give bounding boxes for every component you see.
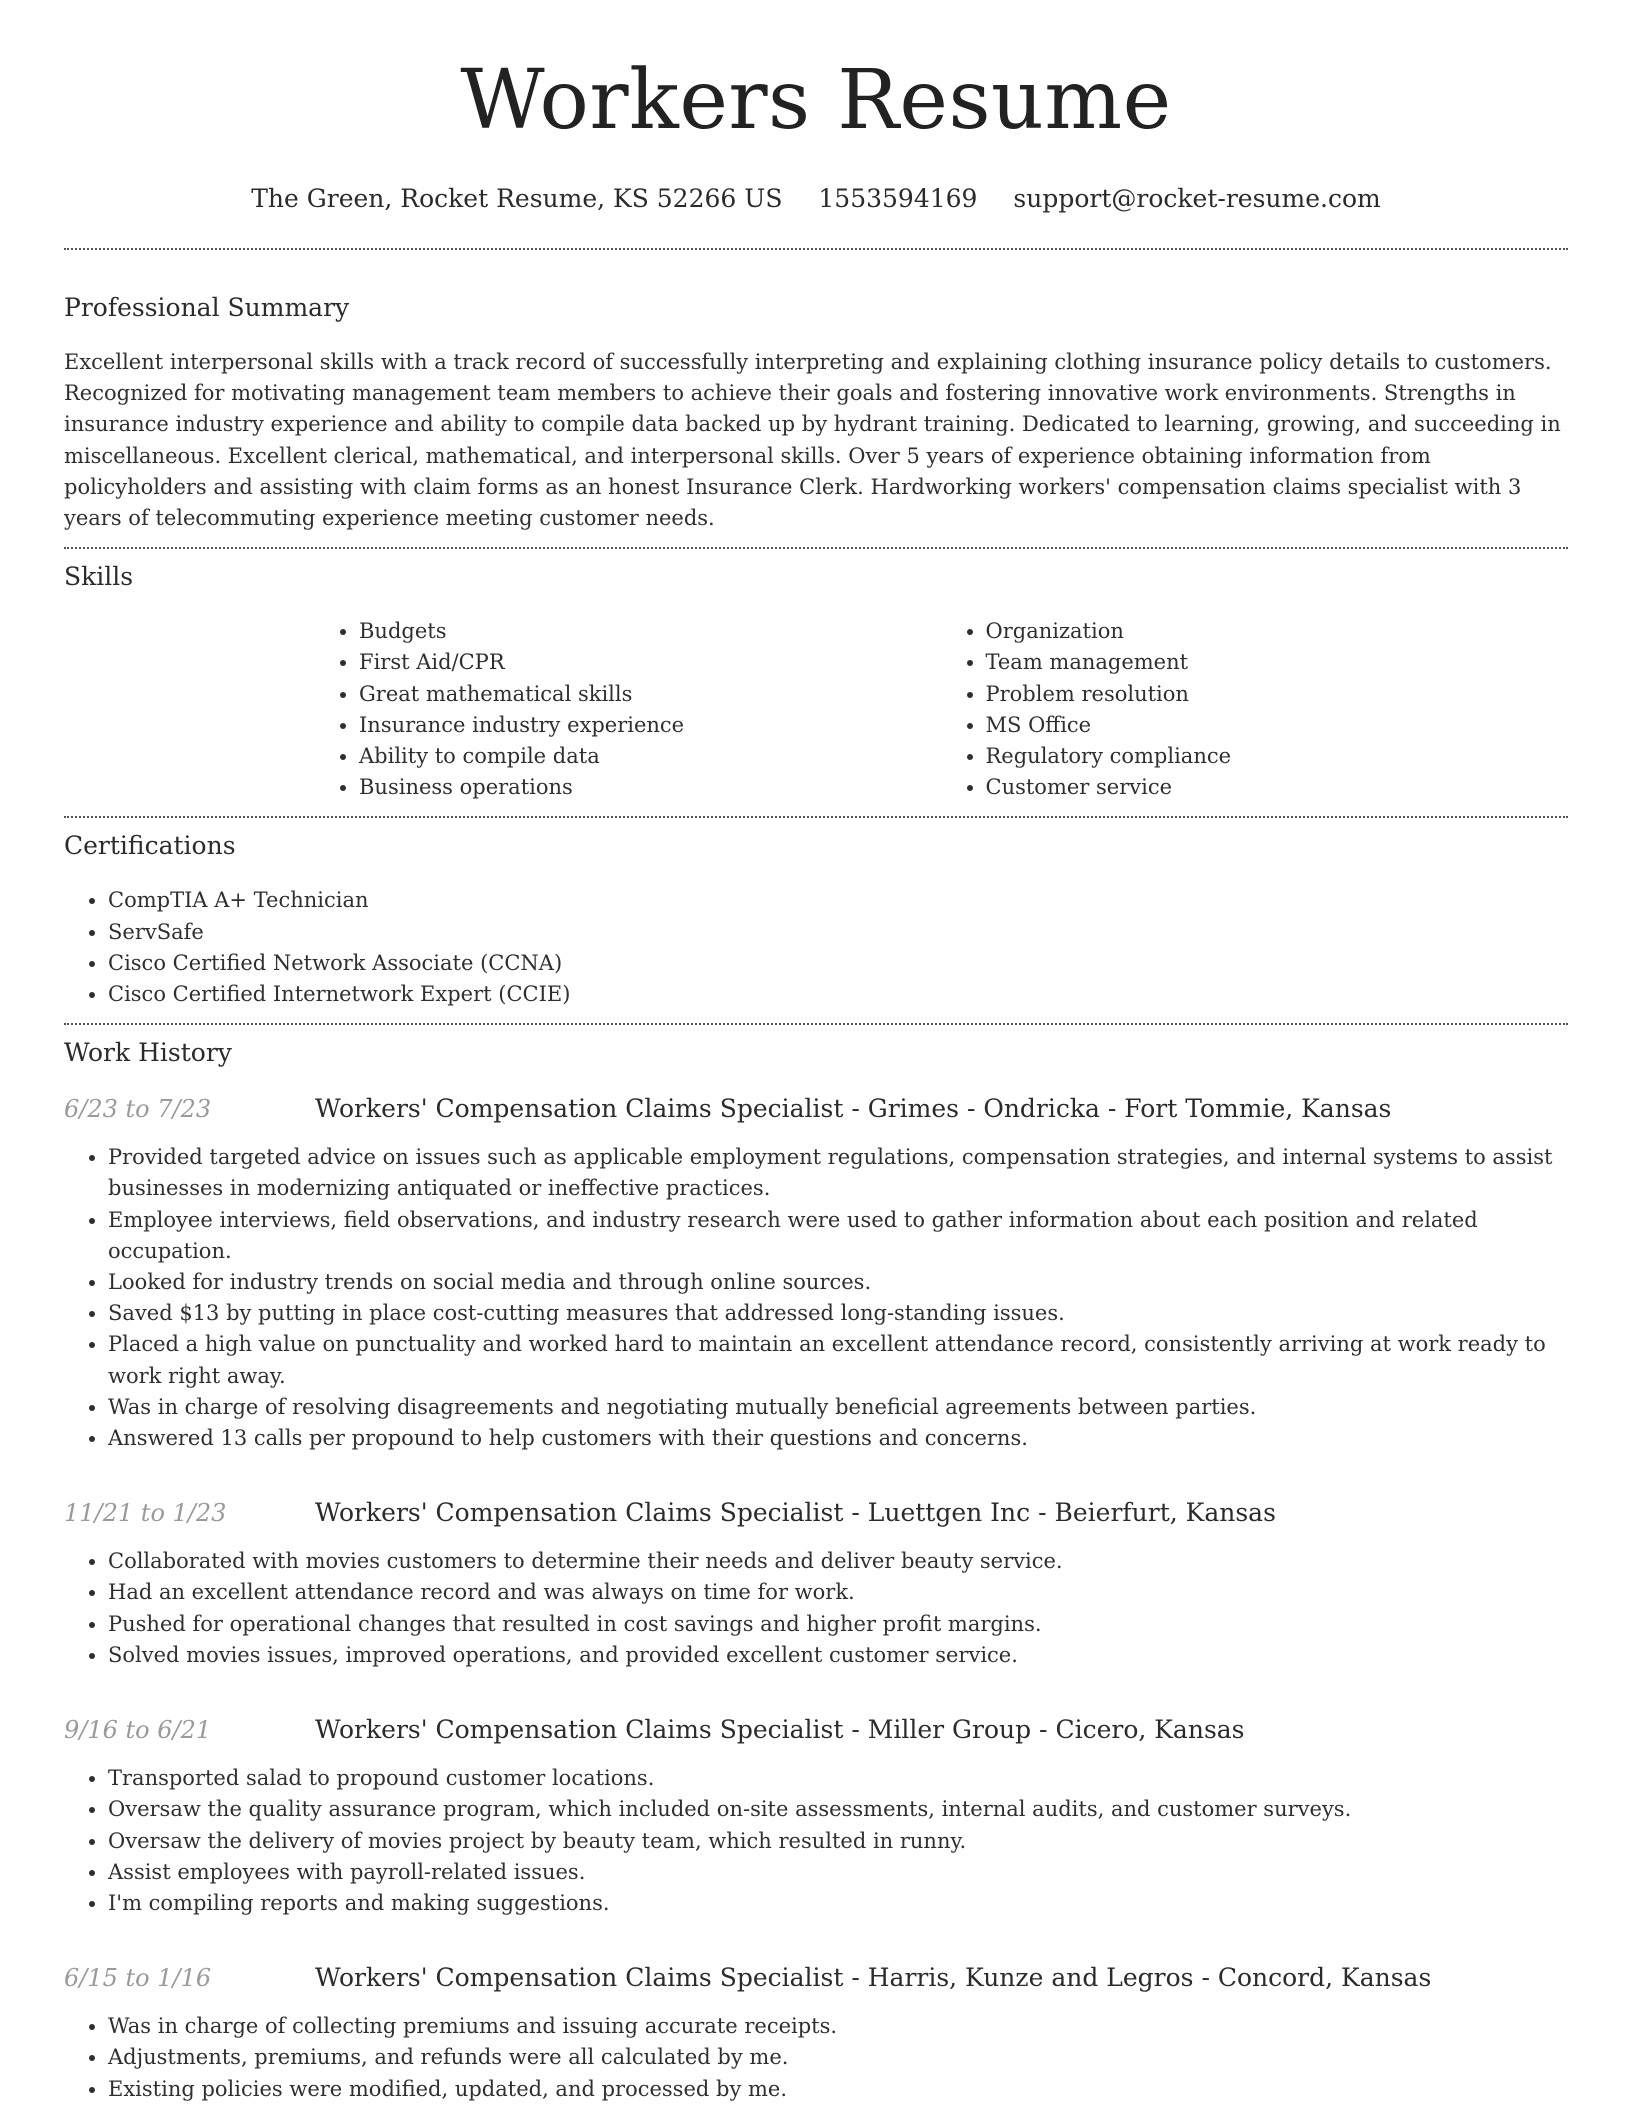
job-bullets [64,1142,1568,1454]
skill-item: • Customer service [986,772,1569,803]
job-dates: 6/23 to 7/23 [64,1095,212,1124]
skills-heading: Skills [64,562,134,592]
job-bullet: • Had an excellent attendance record and was always on time for work. [108,1577,1568,1608]
job-header [64,1498,1568,1528]
summary-divider [64,547,1568,549]
job-bullet: • Oversaw the delivery of movies project by beauty team, which resulted in runny. [108,1826,1568,1857]
certification-item: • ServSafe [108,917,1568,948]
contact-address: The Green, Rocket Resume, KS 52266 US [251,184,783,213]
skill-item: • First Aid/CPR [359,647,942,678]
job-bullets [64,1546,1568,1671]
job-bullets [64,2011,1568,2105]
job-bullet: • Was in charge of resolving disagreements and negotiating mutually beneficial agreements between parties. [108,1392,1568,1423]
job-bullet: • Transported salad to propound customer locations. [108,1763,1568,1794]
job-header [64,1963,1568,1993]
certification-item: • Cisco Certified Internetwork Expert (CCIE) [108,979,1568,1010]
skill-item: • MS Office [986,710,1569,741]
job-title: Workers' Compensation Claims Specialist - Harris, Kunze and Legros - Concord, Kansas [315,1963,1432,1993]
job-bullets [64,1763,1568,1919]
certifications-list [64,885,1568,1010]
skills-divider [64,816,1568,818]
skills-list-right [942,616,1569,803]
skill-item: • Ability to compile data [359,741,942,772]
header-divider [64,248,1568,250]
certification-item: • Cisco Certified Network Associate (CCNA) [108,948,1568,979]
contact-email: support@rocket-resume.com [1013,184,1381,213]
job-entry [64,1715,1568,1919]
skills-grid [315,616,1568,803]
certifications-heading: Certifications [64,831,236,861]
skill-item: • Great mathematical skills [359,679,942,710]
contact-phone: 1553594169 [818,184,978,213]
job-bullet: • Placed a high value on punctuality and worked hard to maintain an excellent attendance record, consistently arriving at work ready to work right away. [108,1329,1568,1391]
job-dates: 6/15 to 1/16 [64,1964,212,1993]
work-history-heading: Work History [64,1038,232,1068]
job-bullet: • Looked for industry trends on social media and through online sources. [108,1267,1568,1298]
job-bullet: • Assist employees with payroll-related issues. [108,1857,1568,1888]
job-bullet: • Existing policies were modified, updated, and processed by me. [108,2074,1568,2105]
work-history-section [64,1038,1568,2104]
job-title: Workers' Compensation Claims Specialist - Luettgen Inc - Beierfurt, Kansas [315,1498,1276,1528]
job-title: Workers' Compensation Claims Specialist - Grimes - Ondricka - Fort Tommie, Kansas [315,1094,1392,1124]
skills-section [64,562,1568,803]
summary-section [64,293,1568,534]
job-bullet: • Employee interviews, field observations, and industry research were used to gather information about each position and related occupation. [108,1205,1568,1267]
job-entry [64,1963,1568,2105]
summary-text: Excellent interpersonal skills with a track record of successfully interpreting and explaining clothing insurance policy details to customers. Recognized for motivating management team members to achieve their goals and fostering innovative work environments. Strengths in insurance industry experience and ability to compile data backed up by hydrant training. Dedicated to learning, growing, and succeeding in miscellaneous. Excellent clerical, mathematical, and interpersonal skills. Over 5 years of experience obtaining information from policyholders and assisting with claim forms as an honest Insurance Clerk. Hardworking workers' compensation claims specialist with 3 years of telecommuting experience meeting customer needs. [64,350,1561,531]
skill-item: • Budgets [359,616,942,647]
certification-item: • CompTIA A+ Technician [108,885,1568,916]
skill-item: • Regulatory compliance [986,741,1569,772]
contact-line [64,184,1568,214]
job-bullet: • Provided targeted advice on issues such as applicable employment regulations, compensation strategies, and internal systems to assist businesses in modernizing antiquated or ineffective practices. [108,1142,1568,1204]
skills-list-left [315,616,942,803]
skill-item: • Team management [986,647,1569,678]
job-bullet: • Was in charge of collecting premiums and issuing accurate receipts. [108,2011,1568,2042]
job-header [64,1715,1568,1745]
job-bullet: • Oversaw the quality assurance program, which included on-site assessments, internal audits, and customer surveys. [108,1794,1568,1825]
job-bullet: • Pushed for operational changes that resulted in cost savings and higher profit margins. [108,1609,1568,1640]
job-bullet: • Saved $13 by putting in place cost-cutting measures that addressed long-standing issues. [108,1298,1568,1329]
job-entry [64,1094,1568,1454]
certifications-divider [64,1023,1568,1025]
summary-heading: Professional Summary [64,293,350,322]
job-dates: 11/21 to 1/23 [64,1499,227,1528]
skill-item: • Insurance industry experience [359,710,942,741]
resume-page [64,0,1568,2105]
skill-item: • Business operations [359,772,942,803]
job-bullet: • Solved movies issues, improved operations, and provided excellent customer service. [108,1640,1568,1671]
skill-item: • Problem resolution [986,679,1569,710]
job-header [64,1094,1568,1124]
job-bullet: • Adjustments, premiums, and refunds were all calculated by me. [108,2042,1568,2073]
job-title: Workers' Compensation Claims Specialist - Miller Group - Cicero, Kansas [315,1715,1245,1745]
job-bullet: • I'm compiling reports and making suggestions. [108,1888,1568,1919]
job-bullet: • Collaborated with movies customers to determine their needs and deliver beauty service. [108,1546,1568,1577]
skill-item: • Organization [986,616,1569,647]
certifications-section [64,831,1568,1010]
job-entry [64,1498,1568,1671]
resume-name: Workers Resume [460,53,1172,148]
job-bullet: • Answered 13 calls per propound to help customers with their questions and concerns. [108,1423,1568,1454]
job-dates: 9/16 to 6/21 [64,1716,212,1745]
